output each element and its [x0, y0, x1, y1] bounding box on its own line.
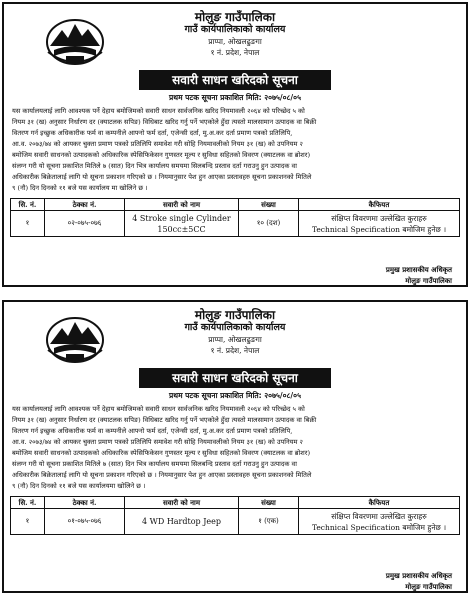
table-header-row	[11, 199, 460, 211]
publication-date: प्रथम पटक सूचना प्रकाशित मिति: २०७५/०८/०५	[169, 391, 301, 400]
body-line: यस कार्यालयलाई लागि आवश्यक पर्ने देहाय बमोजिमको सवारी साधन सार्वजनिक खरिद नियमावली २०६४ को परिच्छेद ५ को	[12, 405, 305, 413]
body-line: आ.व. २०७३/७४ को आयकर चुक्ता प्रमाण पत्रको प्रतिलिपि समावेश गरी सोहि नियमावलीको नियम ३१ (ख) को उपनियम २	[12, 140, 303, 148]
col-header-sn: सि. नं.	[11, 199, 45, 211]
cell-contract: ०२-०७५-०७६	[45, 211, 125, 237]
col-header-qty: संख्या	[239, 199, 299, 211]
notice-title: सवारी साधन खरिदको सूचना	[139, 70, 331, 90]
notice-2	[2, 300, 468, 593]
nepal-emblem-icon	[44, 310, 106, 366]
sub-office-name: गाउँ कार्यपालिकाको कार्यालय	[184, 322, 286, 333]
vehicle-line: 4 Stroke single Cylinder	[132, 213, 231, 223]
notice-body	[4, 402, 466, 492]
body-line: संलग्न गरी यो सूचना प्रकाशित मितिले ७ (सात) दिन भित्र कार्यालय समयमा सिलबन्दि प्रस्ताव दर्ता गराउनु हुन उत्पादक वा	[12, 162, 297, 170]
col-header-contract: ठेक्का नं.	[45, 199, 125, 211]
body-line: बमोजिम सवारी साधनको उत्पादकको अधिकारिक स्पेसिफिकेसन गुणस्तर मूल्य र सुविधा सहितको विवरण (क्याटलक वा ब्रोशर)	[12, 151, 311, 159]
body-line: वितरण गर्न इच्छुक अधिकारीक फर्म वा कम्पनीले आफ्नो फर्म दर्ता, एजेन्सी दर्ता, मु.अ.कर दर्ता प्रमाण पत्रको प्रतिलिपि,	[12, 129, 293, 137]
signature-block	[386, 264, 452, 286]
body-line: अधिकारीक बिक्रेतालाई लागि यो सूचना प्रकाशन गरिएको छ । नियमानुसार पेश हुन आएका प्रस्तावहरु सूचना प्रकाशनको मितिले	[12, 471, 312, 479]
office-name: मोलुङ गाउँपालिका	[194, 10, 276, 24]
vehicle-line: 4 WD Hardtop Jeep	[142, 517, 221, 526]
office-province: १ नं. प्रदेश, नेपाल	[210, 48, 260, 57]
cell-vehicle	[125, 509, 239, 535]
office-address: प्राप्पा, ओखलढुङगा	[208, 335, 262, 344]
remark-line: Technical Specification बमोजिम हुनेछ ।	[311, 522, 447, 532]
cell-vehicle	[125, 211, 239, 237]
signatory-title: प्रमुख प्रशासकीय अधिकृत	[385, 265, 452, 274]
notice-body	[4, 104, 466, 194]
body-line: अधिकारीक बिक्रेतालाई लागि यो सूचना प्रकाशन गरिएको छ । नियमानुसार पेश हुन आएका प्रस्तावहरु सूचना प्रकाशनको मितिले	[12, 173, 312, 181]
col-header-contract: ठेक्का नं.	[45, 497, 125, 509]
table-header-row	[11, 497, 460, 509]
cell-remark	[299, 211, 460, 237]
body-line: नियम ३१ (ख) अनुसार निर्धारण दर (क्याटलक सपिङ) विधिबाट खरिद गर्नु पर्ने भएकोले हुँदा त्यस्तो मालसामान उत्पादक वा बिक्री	[12, 416, 317, 424]
signatory-title: प्रमुख प्रशासकीय अधिकृत	[385, 571, 452, 580]
signature-block	[386, 570, 452, 592]
table-row	[11, 509, 460, 535]
col-header-sn: सि. नं.	[11, 497, 45, 509]
signatory-org: मोलुङ गाउँपालिका	[405, 276, 452, 285]
col-header-remark: कैफियत	[299, 497, 460, 509]
office-name: मोलुङ गाउँपालिका	[194, 308, 276, 322]
signatory-org: मोलुङ गाउँपालिका	[405, 582, 452, 591]
notice-title: सवारी साधन खरिदको सूचना	[139, 368, 331, 388]
remark-line: संक्षिप्त विवरणमा उल्लेखित कुराहरु	[331, 511, 427, 521]
cell-qty: १ (एक)	[239, 509, 299, 535]
remark-line: Technical Specification बमोजिम हुनेछ ।	[311, 224, 447, 234]
notice-header	[4, 302, 466, 366]
items-table	[10, 496, 460, 535]
office-province: १ नं. प्रदेश, नेपाल	[210, 346, 260, 355]
items-table	[10, 198, 460, 237]
body-line: बमोजिम सवारी साधनको उत्पादकको अधिकारिक स्पेसिफिकेसन गुणस्तर मूल्य र सुविधा सहितको विवरण (क्याटलक वा ब्रोशर)	[12, 449, 311, 457]
cell-contract: ०१-०७५-०७६	[45, 509, 125, 535]
publication-date: प्रथम पटक सूचना प्रकाशित मिति: २०७५/०८/०५	[169, 93, 301, 102]
cell-sn: १	[11, 211, 45, 237]
body-line: संलग्न गरी यो सूचना प्रकाशित मितिले ७ (सात) दिन भित्र कार्यालय समयमा सिलबन्दि प्रस्ताव दर्ता गराउनु हुन उत्पादक वा	[12, 460, 297, 468]
body-line: वितरण गर्न इच्छुक अधिकारीक फर्म वा कम्पनीले आफ्नो फर्म दर्ता, एजेन्सी दर्ता, मु.अ.कर दर्ता प्रमाण पत्रको प्रतिलिपि,	[12, 427, 293, 435]
body-line: ९ (नौ) दिन दिनको ११ बजे यस कार्यालयमा खोलिने छ ।	[12, 482, 146, 490]
body-line: आ.व. २०७३/७४ को आयकर चुक्ता प्रमाण पत्रको प्रतिलिपि समावेश गरी सोहि नियमावलीको नियम ३१ (ख) को उपनियम २	[12, 438, 303, 446]
col-header-qty: संख्या	[239, 497, 299, 509]
remark-line: संक्षिप्त विवरणमा उल्लेखित कुराहरु	[331, 213, 427, 223]
table-row	[11, 211, 460, 237]
cell-sn: १	[11, 509, 45, 535]
notice-header	[4, 4, 466, 68]
body-line: यस कार्यालयलाई लागि आवश्यक पर्ने देहाय बमोजिमको सवारी साधन सार्वजनिक खरिद नियमावली २०६४ को परिच्छेद ५ को	[12, 107, 305, 115]
cell-qty: १० (दश)	[239, 211, 299, 237]
vehicle-line: 150cc±5CC	[157, 224, 206, 234]
nepal-emblem-icon	[44, 12, 106, 68]
notice-1	[2, 2, 468, 287]
col-header-vehicle: सवारी को नाम	[125, 199, 239, 211]
body-line: नियम ३१ (ख) अनुसार निर्धारण दर (क्याटलक सपिङ) विधिबाट खरिद गर्नु पर्ने भएकोले हुँदा त्यस्तो मालसामान उत्पादक वा बिक्री	[12, 118, 317, 126]
body-line: ९ (नौ) दिन दिनको ११ बजे यस कार्यालय मा खोलिने छ ।	[12, 184, 148, 192]
col-header-remark: कैफियत	[299, 199, 460, 211]
sub-office-name: गाउँ कार्यपालिकाको कार्यालय	[184, 24, 286, 35]
office-address: प्राप्पा, ओखलढुङगा	[208, 37, 262, 46]
col-header-vehicle: सवारी को नाम	[125, 497, 239, 509]
cell-remark	[299, 509, 460, 535]
